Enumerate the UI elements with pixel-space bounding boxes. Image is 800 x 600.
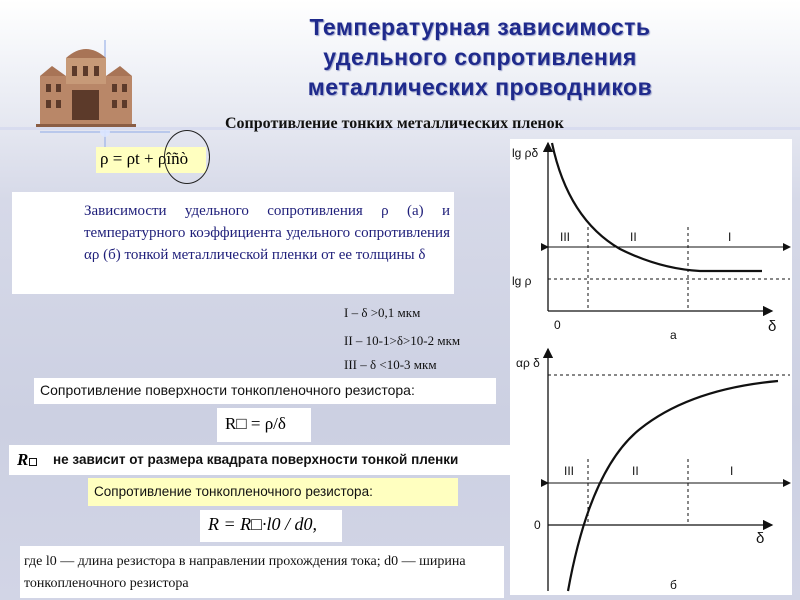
resistor-label: Сопротивление тонкопленочного резистора: <box>94 484 373 499</box>
graph-b-region-II: II <box>632 464 639 478</box>
highlight-circle <box>164 130 210 184</box>
graph-a-region-III: III <box>560 230 571 244</box>
graphs-svg <box>510 139 792 595</box>
graph-a-origin: 0 <box>554 318 561 332</box>
graph-b-origin: 0 <box>534 518 541 532</box>
title-line-2: удельного сопротивления <box>323 44 637 70</box>
legend-region-III: III – δ <10-3 мкм <box>344 357 437 372</box>
description-box <box>12 192 454 294</box>
title-line-3: металлических проводников <box>307 74 653 100</box>
legend-region-II: II – 10-1>δ>10-2 мкм <box>344 333 461 348</box>
page-title <box>200 12 760 102</box>
formula-rho: ρ = ρt + ρîñò <box>100 149 189 168</box>
graph-a-region-I: I <box>728 230 732 244</box>
graph-a-asym-label: lg ρ <box>512 274 532 288</box>
building-icon <box>30 40 180 150</box>
formula-surface-box <box>217 408 311 442</box>
title-line-1: Температурная зависимость <box>309 14 651 40</box>
university-building-logo <box>30 40 180 155</box>
graphs-panel <box>510 139 792 595</box>
graph-b-curve <box>568 381 778 591</box>
graph-b <box>516 349 790 592</box>
where-note-box <box>20 546 504 598</box>
graph-a-y-label: lg ρδ <box>512 146 539 160</box>
graph-b-region-I: I <box>730 464 734 478</box>
resistor-label-box <box>88 478 458 506</box>
graph-a-caption: а <box>670 328 677 342</box>
surface-note: не зависит от размера квадрата поверхности тонкой пленки <box>53 452 459 467</box>
section-subtitle: Сопротивление тонких металлических пленок <box>225 115 564 132</box>
description-text: Зависимости удельного сопротивления ρ (а) и температурного коэффициента удельного сопротивления αρ (б) тонкой металлической пленки от ее толщины δ <box>84 203 450 263</box>
graph-a-curve <box>552 143 762 271</box>
r-square-symbol: R <box>17 450 37 470</box>
graph-a-x-label: δ <box>768 318 777 335</box>
surface-note-box <box>9 445 517 475</box>
graph-a <box>512 143 790 342</box>
surface-resistance-label-box <box>34 378 496 404</box>
legend-region-I: I – δ >0,1 мкм <box>344 305 421 320</box>
graph-b-y-label: αρ δ <box>516 356 540 370</box>
graph-b-region-III: III <box>564 464 575 478</box>
formula-resistor-box <box>200 510 342 542</box>
graph-b-x-label: δ <box>756 530 765 547</box>
formula-surface: R□ = ρ/δ <box>225 414 286 433</box>
formula-resistor: R = R□·l0 / d0, <box>208 514 318 534</box>
graph-a-region-II: II <box>630 230 637 244</box>
graph-b-caption: б <box>670 578 677 592</box>
surface-resistance-label: Сопротивление поверхности тонкопленочного резистора: <box>40 382 415 398</box>
where-note: где l0 — длина резистора в направлении прохождения тока; d0 — ширина тонкопленочного резистора <box>24 554 466 591</box>
